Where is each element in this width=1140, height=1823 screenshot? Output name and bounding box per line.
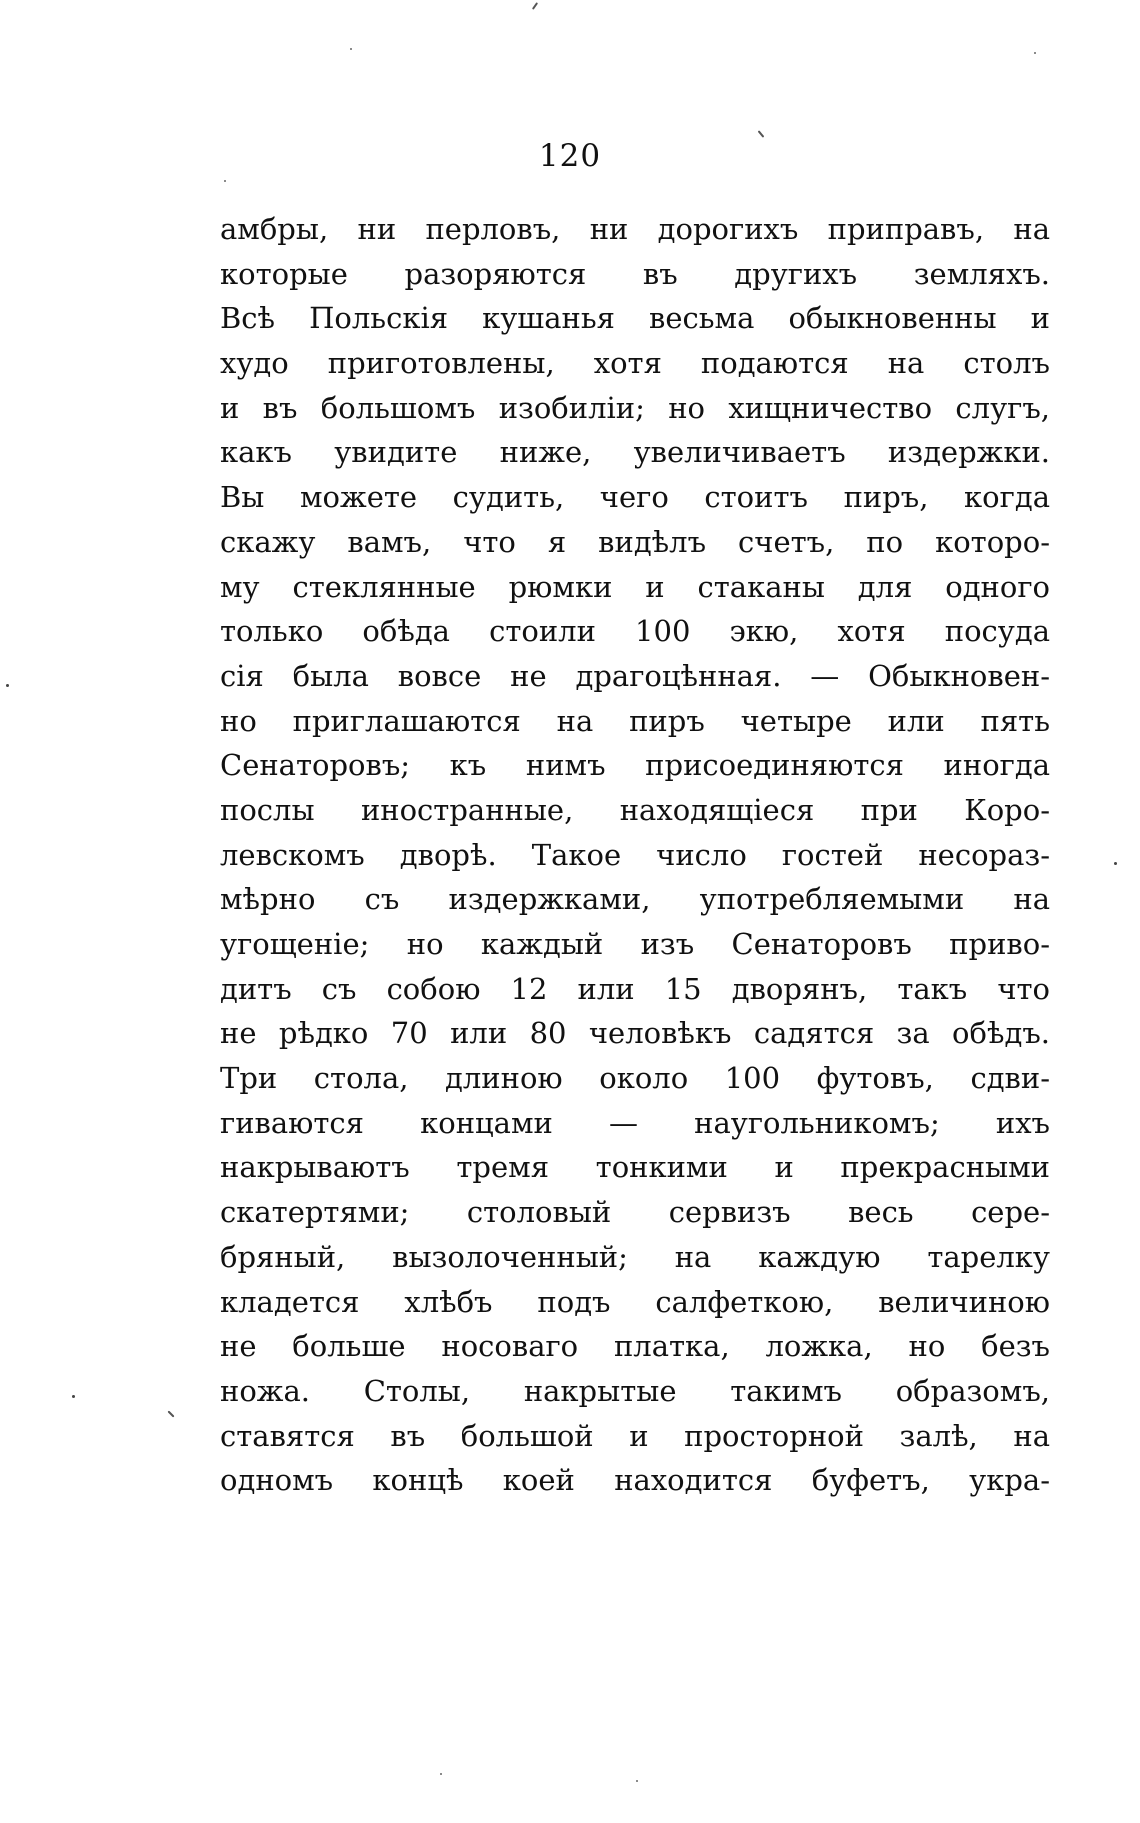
text-line: ножа. Столы, накрытые такимъ образомъ, [220, 1373, 1050, 1408]
text-line: только обѣда стоили 100 экю, хотя посуда [220, 614, 1050, 649]
text-line: левскомъ дворѣ. Такое число гостей несораз- [220, 837, 1050, 872]
scan-speck [350, 48, 352, 50]
text-line: но приглашаются на пиръ четыре или пять [220, 703, 1050, 738]
text-line: кладется хлѣбъ подъ салфеткою, величиною [220, 1284, 1050, 1319]
scan-speck [167, 1410, 174, 1417]
text-line: дитъ съ собою 12 или 15 дворянъ, такъ что [220, 971, 1050, 1006]
scan-speck [1114, 862, 1117, 865]
text-line: скажу вамъ, что я видѣлъ счетъ, по которо- [220, 524, 1050, 559]
text-line: гиваются концами — наугольникомъ; ихъ [220, 1105, 1050, 1140]
text-line: амбры, ни перловъ, ни дорогихъ приправъ, на [220, 212, 1050, 246]
text-line: и въ большомъ изобиліи; но хищничество слугъ, [220, 390, 1050, 425]
scan-speck [72, 1395, 75, 1398]
scan-speck [440, 1773, 442, 1775]
scan-speck [1034, 52, 1036, 54]
scan-speck [224, 180, 226, 182]
text-line: какъ увидите ниже, увеличиваетъ издержки. [220, 435, 1050, 470]
text-line: ставятся въ большой и просторной залѣ, на [220, 1418, 1050, 1453]
text-line: одномъ концѣ коей находится буфетъ, укра- [220, 1463, 1050, 1498]
text-line: сія была вовсе не драгоцѣнная. — Обыкновен- [220, 658, 1050, 693]
text-line: Три стола, длиною около 100 футовъ, сдви- [220, 1061, 1050, 1096]
text-line: му стеклянные рюмки и стаканы для одного [220, 569, 1050, 604]
text-line: накрываютъ тремя тонкими и прекрасными [220, 1150, 1050, 1185]
text-line: Вы можете судить, чего стоитъ пиръ, когда [220, 480, 1050, 515]
text-line: бряный, вызолоченный; на каждую тарелку [220, 1239, 1050, 1274]
text-line: не рѣдко 70 или 80 человѣкъ садятся за обѣдъ. [220, 1016, 1050, 1051]
text-line: не больше носоваго платка, ложка, но безъ [220, 1329, 1050, 1364]
text-line: скатертями; столовый сервизъ весь сере- [220, 1195, 1050, 1230]
text-line: Всѣ Польскія кушанья весьма обыкновенны и [220, 301, 1050, 336]
text-line: угощеніе; но каждый изъ Сенаторовъ приво- [220, 927, 1050, 961]
scan-speck [6, 684, 9, 687]
text-line: которые разоряются въ другихъ земляхъ. [220, 256, 1050, 291]
page-text [220, 207, 1050, 1503]
text-line: мѣрно съ издержками, употребляемыми на [220, 882, 1050, 917]
scan-speck [636, 1780, 638, 1782]
scan-speck [532, 2, 538, 10]
text-line: худо приготовлены, хотя подаются на столъ [220, 346, 1050, 381]
text-line: Сенаторовъ; къ нимъ присоединяются иногда [220, 748, 1050, 783]
page-number: 120 [538, 138, 602, 174]
text-line: послы иностранные, находящіеся при Коро- [220, 792, 1050, 827]
